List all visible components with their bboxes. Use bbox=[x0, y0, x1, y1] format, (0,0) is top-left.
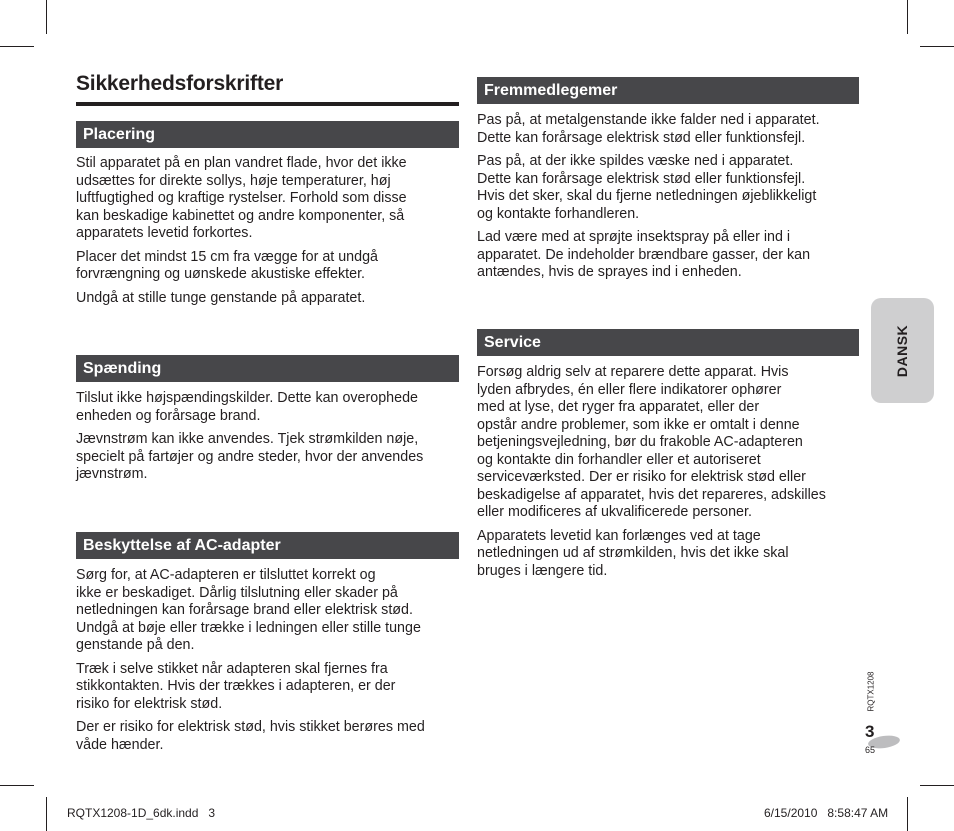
section-body-spaending bbox=[76, 390, 459, 490]
text-line: stikkontakten. Hvis der trækkes i adapteren, er der bbox=[76, 678, 396, 694]
paragraph bbox=[477, 364, 859, 522]
language-tab-label: DANSK bbox=[894, 324, 911, 377]
paragraph bbox=[477, 528, 859, 581]
page-sub-number: 65 bbox=[865, 745, 876, 755]
paragraph bbox=[477, 229, 859, 282]
text-line: Undgå at bøje eller trække i ledningen eller stille tunge bbox=[76, 619, 421, 636]
section-body-placering bbox=[76, 155, 459, 313]
section-heading-placering: Placering bbox=[76, 121, 459, 148]
section-body-ac-adapter bbox=[76, 567, 459, 760]
section-body-service bbox=[477, 364, 859, 586]
text-line: eller modificeres af ukvalificerede personer. bbox=[477, 504, 752, 520]
crop-mark bbox=[920, 46, 954, 47]
text-line: netledningen ud af strømkilden, hvis det ikke skal bbox=[477, 545, 789, 561]
language-tab bbox=[871, 298, 934, 403]
paragraph bbox=[76, 431, 459, 484]
text-line: bruges i længere tid. bbox=[477, 562, 608, 579]
text-line: Undgå at stille tunge genstande på apparatet. bbox=[76, 289, 366, 306]
text-line: apparatet. De indeholder brændbare gasser, der kan bbox=[477, 246, 811, 263]
paragraph bbox=[477, 153, 859, 223]
paragraph bbox=[477, 112, 859, 147]
section-heading-spaending: Spænding bbox=[76, 355, 459, 382]
text-line: Dette kan forårsage elektrisk stød eller funktionsfejl. bbox=[477, 170, 806, 187]
text-line: enheden og forårsage brand. bbox=[76, 407, 261, 424]
text-line: Træk i selve stikket når adapteren skal fjernes fra bbox=[76, 660, 388, 677]
page-number: 3 bbox=[865, 722, 875, 741]
text-line: serviceværksted. Der er risiko for elektrisk stød eller bbox=[477, 469, 806, 485]
footer-file-name: RQTX1208-1D_6dk.indd 3 bbox=[67, 806, 216, 820]
paragraph bbox=[76, 390, 459, 425]
section-heading-service: Service bbox=[477, 329, 859, 356]
text-line: luftfugtighed og kraftige rystelser. Forhold som disse bbox=[76, 190, 407, 206]
text-line: ikke er beskadiget. Dårlig tilslutning eller skader på bbox=[76, 584, 398, 601]
text-line: betjeningsvejledning, bør du frakoble AC-adapteren bbox=[477, 434, 803, 450]
paragraph bbox=[76, 290, 459, 308]
crop-mark bbox=[907, 797, 908, 831]
text-line: netledningen kan forårsage brand eller elektrisk stød. bbox=[76, 602, 413, 618]
paragraph bbox=[76, 567, 459, 655]
paragraph bbox=[76, 155, 459, 243]
text-line: lyden afbrydes, én eller flere indikatorer ophører bbox=[477, 381, 782, 398]
text-line: våde hænder. bbox=[76, 736, 164, 753]
crop-mark bbox=[0, 46, 34, 47]
text-line: Der er risiko for elektrisk stød, hvis stikket berøres med bbox=[76, 719, 425, 735]
text-line: Apparatets levetid kan forlænges ved at tage bbox=[477, 527, 761, 544]
page-title: Sikkerhedsforskrifter bbox=[76, 72, 459, 106]
text-line: Tilslut ikke højspændingskilder. Dette kan overophede bbox=[76, 390, 418, 406]
text-line: Hvis det sker, skal du fjerne netledningen øjeblikkeligt bbox=[477, 188, 817, 204]
text-line: Placer det mindst 15 cm fra vægge for at undgå bbox=[76, 248, 378, 265]
crop-mark bbox=[46, 0, 47, 34]
text-line: opstår andre problemer, som ikke er omtalt i denne bbox=[477, 416, 800, 433]
text-line: apparatets levetid forkortes. bbox=[76, 225, 253, 241]
footer-datetime: 6/15/2010 8:58:47 AM bbox=[764, 806, 889, 820]
text-line: specielt på fartøjer og andre steder, hvor der anvendes bbox=[76, 448, 424, 465]
text-line: Stil apparatet på en plan vandret flade, hvor det ikke bbox=[76, 155, 407, 171]
text-line: Jævnstrøm kan ikke anvendes. Tjek strømkilden nøje, bbox=[76, 431, 419, 447]
text-line: forvrængning og uønskede akustiske effekter. bbox=[76, 266, 366, 282]
paragraph bbox=[76, 719, 459, 754]
section-heading-fremmedlegemer: Fremmedlegemer bbox=[477, 77, 859, 104]
paragraph bbox=[76, 661, 459, 714]
text-line: risiko for elektrisk stød. bbox=[76, 695, 223, 712]
text-line: med at lyse, det ryger fra apparatet, eller der bbox=[477, 399, 760, 415]
text-line: jævnstrøm. bbox=[76, 466, 148, 482]
text-line: Pas på, at metalgenstande ikke falder ned i apparatet. bbox=[477, 112, 820, 128]
text-line: Dette kan forårsage elektrisk stød eller funktionsfejl. bbox=[477, 129, 806, 146]
text-line: Forsøg aldrig selv at reparere dette apparat. Hvis bbox=[477, 364, 789, 380]
text-line: genstande på den. bbox=[76, 637, 195, 653]
crop-mark bbox=[0, 785, 34, 786]
paragraph bbox=[76, 249, 459, 284]
crop-mark bbox=[920, 785, 954, 786]
text-line: udsættes for direkte sollys, høje temperaturer, høj bbox=[76, 172, 391, 189]
text-line: antændes, hvis de sprayes ind i enheden. bbox=[477, 264, 742, 280]
crop-mark bbox=[46, 797, 47, 831]
text-line: beskadigelse af apparatet, hvis det repareres, adskilles bbox=[477, 486, 826, 503]
text-line: Lad være med at sprøjte insektspray på eller ind i bbox=[477, 229, 791, 245]
crop-mark bbox=[907, 0, 908, 34]
section-body-fremmedlegemer bbox=[477, 112, 859, 288]
doc-code: RQTX1208 bbox=[866, 670, 876, 712]
text-line: kan beskadige kabinettet og andre komponenter, så bbox=[76, 207, 405, 224]
text-line: Sørg for, at AC-adapteren er tilsluttet korrekt og bbox=[76, 567, 376, 583]
section-heading-ac-adapter: Beskyttelse af AC-adapter bbox=[76, 532, 459, 559]
text-line: og kontakte din forhandler eller et autoriseret bbox=[477, 451, 761, 468]
text-line: Pas på, at der ikke spildes væske ned i apparatet. bbox=[477, 153, 794, 169]
text-line: og kontakte forhandleren. bbox=[477, 205, 640, 222]
